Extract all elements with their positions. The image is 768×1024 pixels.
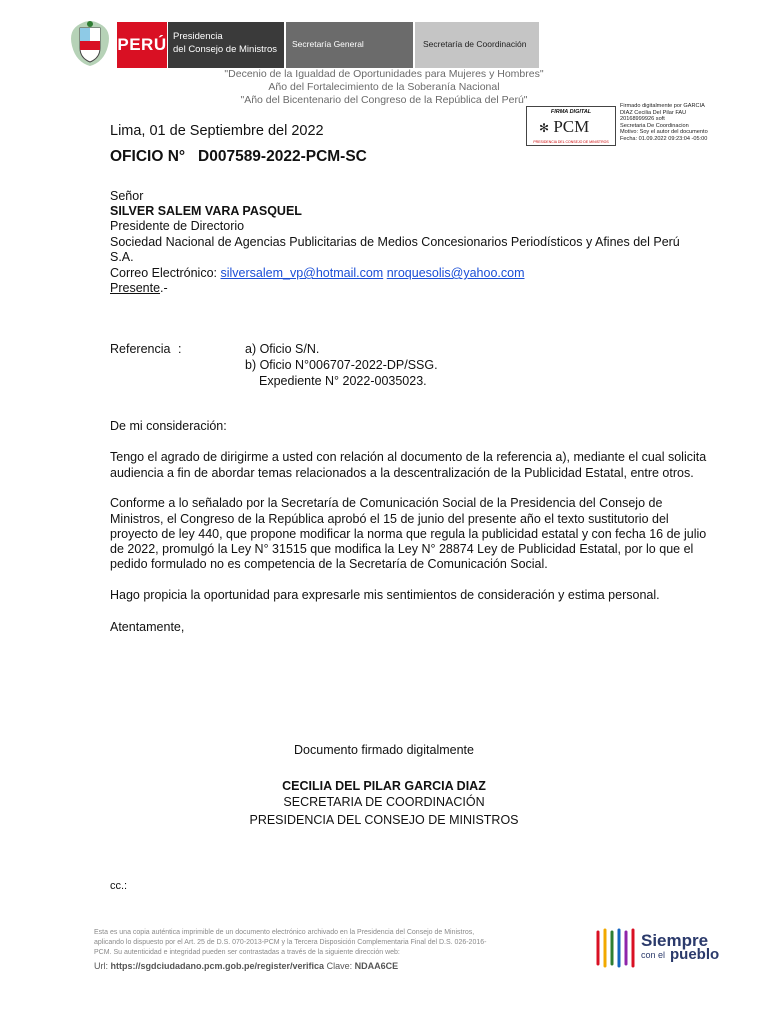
- paragraph-2-line: Conforme a lo señalado por la Secretaría de Comunicación Social de la Presidencia del Consejo de: [110, 496, 663, 510]
- signature-info-line: 20168999926 soft: [620, 116, 665, 122]
- signature-info-line: Fecha: 01.09.2022 09:23:04 -05:00: [620, 135, 708, 142]
- secretaria-coordinacion-block: [415, 22, 539, 68]
- signature-info: [620, 103, 768, 142]
- siempre-word: Siempre: [641, 931, 709, 950]
- star-icon: ✻: [539, 121, 550, 135]
- footer-note-line: Esta es una copia auténtica imprimible de un documento electrónico archivado en la Presidencia del Consejo de Ministros,: [94, 929, 475, 936]
- stamp-title: FIRMA DIGITAL: [550, 109, 592, 115]
- signed-note: Documento firmado digitalmente: [294, 743, 474, 757]
- footer-note-line: aplicando lo dispuesto por el Art. 25 de D.S. 070-2013-PCM y la Tercera Disposición Complementaria Final del D.S. 026-2016-: [94, 939, 487, 946]
- peru-label: PERÚ: [117, 35, 167, 54]
- reference-colon: :: [178, 342, 182, 356]
- paragraph-2-line: proyecto de ley 440, que propone modificar la norma que regula la publicidad estatal y con fecha 16 de julio: [110, 527, 707, 541]
- decade-line-2: Año del Fortalecimiento de la Soberanía Nacional: [268, 81, 500, 93]
- paragraph-2-line: Ministros, el Congreso de la República aprobó el 15 de junio del presente año el texto sustitutorio del: [110, 512, 669, 526]
- paragraph-1-line: audiencia a fin de abordar temas relacionados a la descentralización de la Publicidad Estatal, entre otros.: [110, 466, 694, 480]
- email-label: Correo Electrónico:: [110, 266, 217, 280]
- secretaria-coordinacion-label: Secretaría de Coordinación: [423, 39, 527, 49]
- stamp-caption: PRESIDENCIA DEL CONSEJO DE MINISTROS: [533, 140, 609, 144]
- clave-value: NDAA6CE: [354, 961, 399, 971]
- presente-line: [110, 281, 168, 296]
- cc-label: cc.:: [110, 880, 128, 892]
- verification-url[interactable]: https://sgdciudadano.pcm.gob.pe/register/verifica: [110, 961, 325, 971]
- email-link-1[interactable]: silversalem_vp@hotmail.com: [220, 266, 384, 280]
- greeting: De mi consideración:: [110, 419, 227, 433]
- clave-label: Clave:: [326, 961, 353, 971]
- presidency-line2: del Consejo de Ministros: [173, 44, 278, 55]
- organization-line1: Sociedad Nacional de Agencias Publicitarias de Medios Concesionarios Periodísticos y Afines del Perú: [110, 235, 680, 249]
- signature-info-line: Firmado digitalmente por GARCIA: [620, 103, 705, 109]
- signer-name: CECILIA DEL PILAR GARCIA DIAZ: [282, 779, 486, 793]
- footer-note: [94, 928, 554, 958]
- con-el-word: con el: [641, 950, 666, 960]
- secretaria-general-label: Secretaría General: [292, 39, 364, 49]
- secretaria-general-block: [286, 22, 413, 68]
- digital-signature-stamp: [526, 106, 616, 146]
- salutation: Señor: [110, 189, 144, 203]
- decade-line-3: "Año del Bicentenario del Congreso de la República del Perú": [240, 94, 528, 106]
- email-line: [110, 266, 524, 281]
- paragraph-2-line: pedido formulado no es competencia de la Secretaría de Comunicación Social.: [110, 557, 548, 571]
- footer-note-line: PCM. Su autenticidad e integridad pueden ser contrastadas a través de la siguiente dirección web:: [94, 949, 400, 956]
- footer-verification: [94, 961, 554, 971]
- reference-b: b) Oficio N°006707-2022-DP/SSG.: [245, 358, 438, 372]
- recipient-name: SILVER SALEM VARA PASQUEL: [110, 204, 302, 218]
- email-link-2[interactable]: nroquesolis@yahoo.com: [386, 266, 525, 280]
- presente-suffix: .-: [160, 281, 168, 295]
- paragraph-1-line: Tengo el agrado de dirigirme a usted con relación al documento de la referencia a), mediante el cual solicita: [110, 450, 707, 464]
- decade-line-1: "Decenio de la Igualdad de Oportunidades para Mujeres y Hombres": [224, 68, 544, 80]
- closing: Atentamente,: [110, 620, 185, 634]
- signer-title: SECRETARIA DE COORDINACIÓN: [283, 795, 485, 809]
- pueblo-word: pueblo: [670, 946, 720, 963]
- signature-info-line: Secretaria De Coordinacion: [620, 122, 689, 129]
- paragraph-2-line: de 2022, promulgó la Ley N° 31515 que modifica la Ley N° 28874 Ley de Publicidad Estatal, por lo que el: [110, 542, 694, 556]
- stamp-logo: [539, 117, 589, 137]
- signer-organization: PRESIDENCIA DEL CONSEJO DE MINISTROS: [249, 813, 519, 827]
- peru-coat-of-arms-icon: [66, 16, 114, 68]
- stamp-logo-text: PCM: [553, 117, 590, 136]
- presidency-header-block: [168, 22, 284, 68]
- oficio-number: D007589-2022-PCM-SC: [198, 148, 367, 165]
- reference-label: Referencia: [110, 342, 171, 356]
- oficio-label: OFICIO N°: [110, 148, 186, 165]
- letter-date: Lima, 01 de Septiembre del 2022: [110, 123, 324, 139]
- presente-word: Presente: [110, 281, 161, 295]
- organization-line2: S.A.: [110, 250, 134, 264]
- peru-logo: [117, 22, 167, 68]
- signature-info-line: DIAZ Cecilia Del Pilar FAU: [620, 109, 687, 116]
- reference-expediente: Expediente N° 2022-0035023.: [259, 374, 427, 388]
- reference-a: a) Oficio S/N.: [245, 342, 320, 356]
- oficio-heading: [110, 148, 367, 166]
- presidency-line1: Presidencia: [173, 31, 223, 42]
- paragraph-3: Hago propicia la oportunidad para expresarle mis sentimientos de consideración y estima personal.: [110, 588, 660, 602]
- url-label: Url:: [94, 961, 108, 971]
- recipient-title: Presidente de Directorio: [110, 219, 245, 233]
- signature-info-line: Motivo: Soy el autor del documento: [620, 129, 708, 135]
